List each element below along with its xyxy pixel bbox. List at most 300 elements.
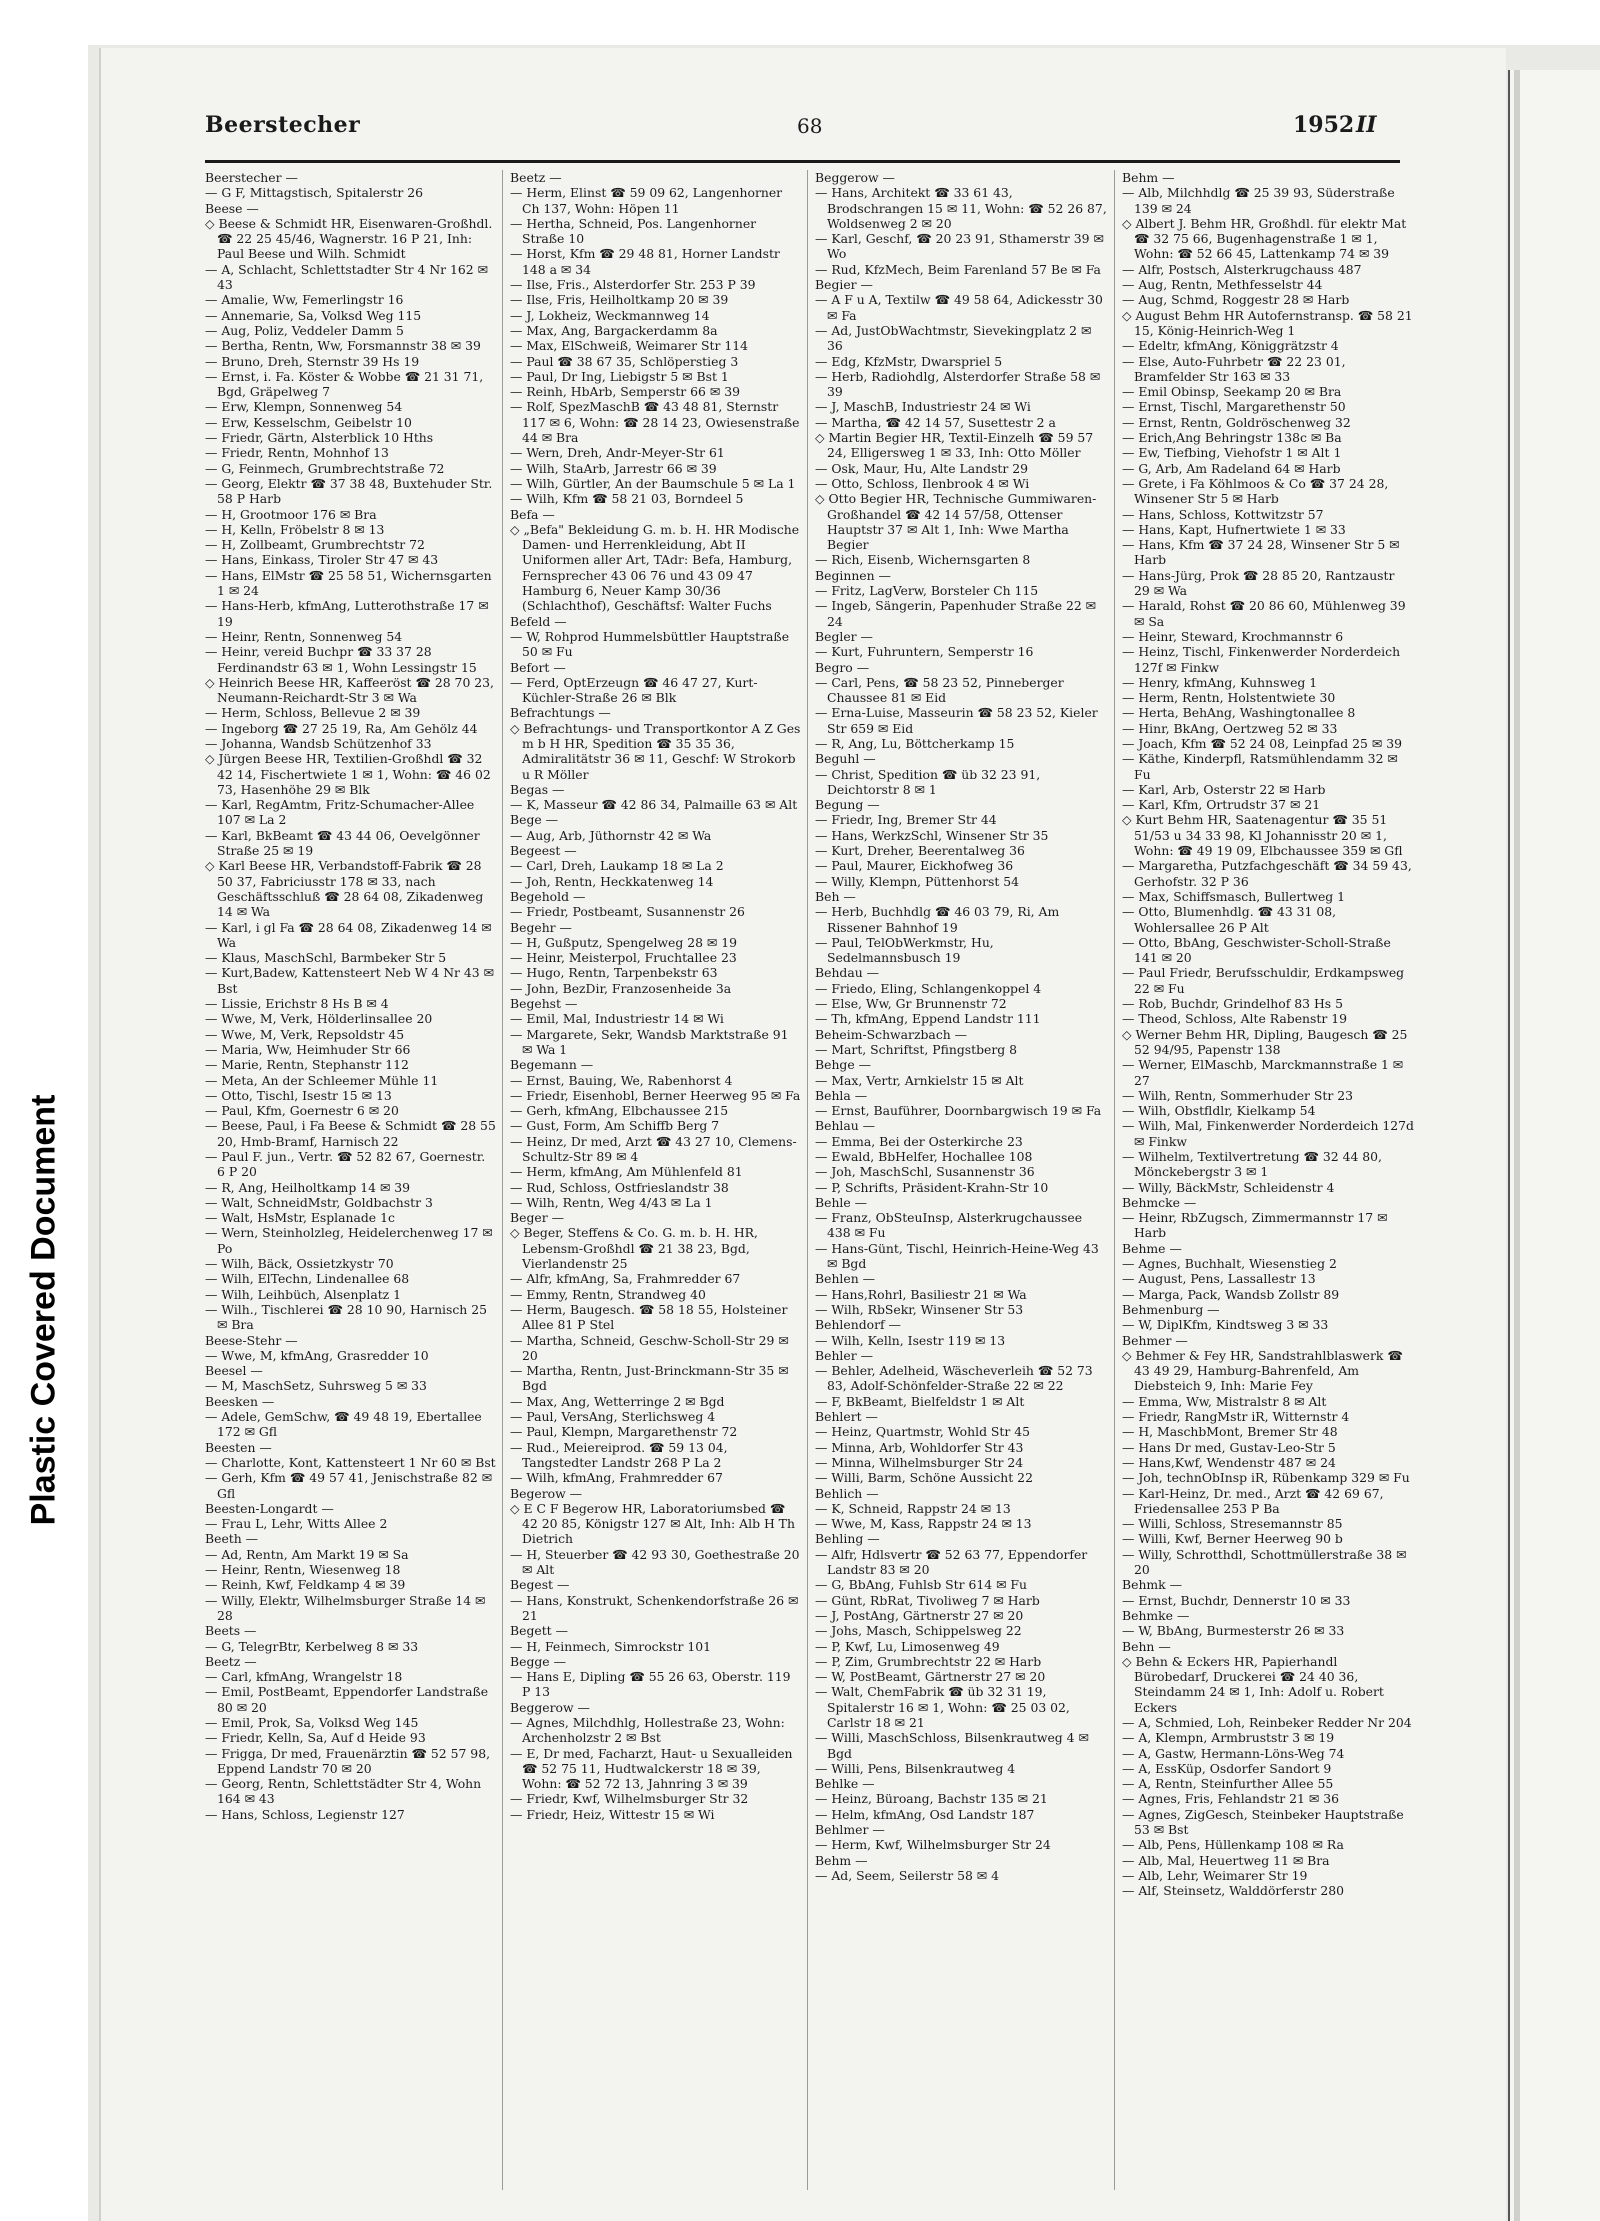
column-3 xyxy=(815,170,1107,2190)
directory-entry: — H, Steuerber ☎ 42 93 30, Goethestraße 20 ✉ Alt xyxy=(510,1546,800,1578)
directory-entry: — Friedr, Heiz, Wittestr 15 ✉ Wi xyxy=(510,1806,715,1822)
directory-entry: — G, Feinmech, Grumbrechtstraße 72 xyxy=(205,460,445,476)
directory-entry: — Wilh, Obstfldlr, Kielkamp 54 xyxy=(1122,1103,1316,1119)
directory-entry: — Willi, Pens, Bilsenkrautweg 4 xyxy=(815,1760,1016,1776)
directory-entry: — Walt, SchneidMstr, Goldbachstr 3 xyxy=(205,1194,433,1210)
directory-entry: — Gerh, Kfm ☎ 49 57 41, Jenischstraße 82 ✉ Gfl xyxy=(205,1470,493,1501)
directory-entry: — F, BkBeamt, Bielfeldstr 1 ✉ Alt xyxy=(815,1393,1025,1409)
directory-entry: ◇ Beese & Schmidt HR, Eisenwaren-Großhdl. ☎ 22 25 45/46, Wagnerstr. 16 P 21, Inh: Paul Beese und Wilh. Schmidt xyxy=(205,215,493,262)
directory-entry: — W, Rohprod Hummelsbüttler Hauptstraße 50 ✉ Fu xyxy=(510,628,790,660)
directory-entry: — Charlotte, Kont, Kattensteert 1 Nr 60 ✉ Bst xyxy=(205,1454,496,1470)
directory-entry: ◇ Otto Begier HR, Technische Gummiwaren-Großhandel ☎ 42 14 57/58, Ottenser Hauptstr 37 ✉ Alt 1, Inh: Wwe Martha Begier xyxy=(815,491,1097,553)
directory-entry: — P, Kwf, Lu, Limosenweg 49 xyxy=(815,1638,1000,1654)
header-rule xyxy=(205,160,1400,163)
directory-entry: — Minna, Arb, Wohldorfer Str 43 xyxy=(815,1439,1024,1455)
directory-entry: Begro — xyxy=(815,659,870,675)
directory-entry: Begung — xyxy=(815,797,880,813)
directory-entry: — Gust, Form, Am Schiffb Berg 7 xyxy=(510,1118,720,1134)
directory-entry: — Heinr, RbZugsch, Zimmermannstr 17 ✉ Harb xyxy=(1122,1210,1388,1241)
directory-entry: — Heinr, Rentn, Wiesenweg 18 xyxy=(205,1562,401,1578)
directory-entry: — Wwe, M, Verk, Hölderlinsallee 20 xyxy=(205,1011,433,1027)
directory-entry: — Ad, JustObWachtmstr, Sievekingplatz 2 ✉ 36 xyxy=(815,322,1092,354)
directory-entry: — Wilh, Kelln, Isestr 119 ✉ 13 xyxy=(815,1332,1006,1348)
directory-entry: ◇ Heinrich Beese HR, Kaffeeröst ☎ 28 70 23, Neumann-Reichardt-Str 3 ✉ Wa xyxy=(205,674,494,706)
directory-entry: Behla — xyxy=(815,1087,868,1103)
directory-entry: Beesten — xyxy=(205,1439,272,1455)
directory-entry: — Friedr, Gärtn, Alsterblick 10 Hths xyxy=(205,430,434,446)
directory-entry: — H, MaschbMont, Bremer Str 48 xyxy=(1122,1424,1338,1440)
directory-entry: — Joh, technObInsp iR, Rübenkamp 329 ✉ Fu xyxy=(1122,1470,1410,1486)
directory-entry: Beger — xyxy=(510,1210,564,1226)
directory-entry: — Wilh, Gürtler, An der Baumschule 5 ✉ La 1 xyxy=(510,475,796,491)
directory-entry: Begehst — xyxy=(510,996,578,1012)
directory-entry: — Hans-Günt, Tischl, Heinrich-Heine-Weg 43 ✉ Bgd xyxy=(815,1240,1099,1272)
directory-entry: — Agnes, Buchhalt, Wiesenstieg 2 xyxy=(1122,1256,1337,1272)
directory-entry: Behm — xyxy=(815,1852,868,1868)
directory-entry: — Walt, HsMstr, Esplanade 1c xyxy=(205,1210,395,1226)
directory-entry: Behmcke — xyxy=(1122,1194,1197,1210)
directory-entry: — Friedr, Eisenhobl, Berner Heerweg 95 ✉ Fa xyxy=(510,1087,801,1103)
directory-entry: — Franz, ObSteuInsp, Alsterkrugchaussee 438 ✉ Fu xyxy=(815,1210,1083,1241)
directory-entry: — Paul, VersAng, Sterlichsweg 4 xyxy=(510,1409,716,1425)
directory-entry: — Karl, i gl Fa ☎ 28 64 08, Zikadenweg 14 ✉ Wa xyxy=(205,919,492,950)
directory-entry: — Ew, Tiefbing, Viehofstr 1 ✉ Alt 1 xyxy=(1122,445,1342,461)
directory-entry: — H, Zollbeamt, Grumbrechtstr 72 xyxy=(205,537,425,553)
directory-entry: — Wwe, M, Verk, Repsoldstr 45 xyxy=(205,1026,405,1042)
directory-entry: — Werner, ElMaschb, Marckmannstraße 1 ✉ 27 xyxy=(1122,1057,1404,1088)
directory-entry: — Osk, Maur, Hu, Alte Landstr 29 xyxy=(815,460,1029,476)
directory-entry: Begge — xyxy=(510,1653,566,1669)
directory-entry: — Lissie, Erichstr 8 Hs B ✉ 4 xyxy=(205,996,389,1012)
directory-entry: — Horst, Kfm ☎ 29 48 81, Horner Landstr 148 a ✉ 34 xyxy=(510,246,780,277)
directory-entry: — Frau L, Lehr, Witts Allee 2 xyxy=(205,1516,388,1532)
column-4 xyxy=(1122,170,1414,2190)
directory-entry: — Willi, MaschSchloss, Bilsenkrautweg 4 ✉ Bgd xyxy=(815,1730,1089,1761)
directory-entry: — Wilh, StaArb, Jarrestr 66 ✉ 39 xyxy=(510,460,717,476)
directory-entry: Behler — xyxy=(815,1347,873,1363)
directory-entry: Behm — xyxy=(1122,170,1175,185)
directory-entry: — Emil, Prok, Sa, Volksd Weg 145 xyxy=(205,1714,419,1730)
directory-entry: — Johs, Masch, Schippelsweg 22 xyxy=(815,1623,1022,1639)
directory-entry: — Friedr, Rentn, Mohnhof 13 xyxy=(205,445,389,461)
directory-entry: Behle — xyxy=(815,1194,868,1210)
directory-entry: — Rich, Eisenb, Wichernsgarten 8 xyxy=(815,552,1031,568)
directory-entry: — A, EssKüp, Osdorfer Sandort 9 xyxy=(1122,1760,1332,1776)
column-divider xyxy=(807,170,808,2190)
directory-entry: — Wilh, Kfm ☎ 58 21 03, Borndeel 5 xyxy=(510,491,744,507)
directory-entry: — Wilh., Tischlerei ☎ 28 10 90, Harnisch 25 ✉ Bra xyxy=(205,1301,487,1333)
directory-entry: Behlmer — xyxy=(815,1822,885,1838)
directory-entry: — Wilh, Mal, Finkenwerder Norderdeich 127d ✉ Finkw xyxy=(1122,1118,1414,1149)
directory-entry: Beese — xyxy=(205,200,259,216)
directory-entry: Behge — xyxy=(815,1057,872,1073)
directory-entry: — H, Feinmech, Simrockstr 101 xyxy=(510,1638,711,1654)
directory-entry: — W, PostBeamt, Gärtnerstr 27 ✉ 20 xyxy=(815,1669,1046,1685)
directory-entry: — Ernst, Rentn, Goldröschenweg 32 xyxy=(1122,414,1351,430)
directory-entry: Begerow — xyxy=(510,1485,583,1501)
directory-entry: — Günt, RbRat, Tivoliweg 7 ✉ Harb xyxy=(815,1592,1040,1608)
directory-entry: — Friedr, RangMstr iR, Witternstr 4 xyxy=(1122,1409,1350,1425)
directory-entry: — Alfr, Postsch, Alsterkrugchauss 487 xyxy=(1122,261,1362,277)
directory-entry: — H, Grootmoor 176 ✉ Bra xyxy=(205,506,377,522)
directory-entry: Behmenburg — xyxy=(1122,1301,1220,1317)
directory-entry: — Aug, Poliz, Veddeler Damm 5 xyxy=(205,322,404,338)
directory-entry: — Max, Vertr, Arnkielstr 15 ✉ Alt xyxy=(815,1072,1024,1088)
directory-entry: — Willi, Kwf, Berner Heerweg 90 b xyxy=(1122,1531,1343,1547)
directory-entry: — Rud, KfzMech, Beim Farenland 57 Be ✉ Fa xyxy=(815,261,1101,277)
directory-entry: — Emil, PostBeamt, Eppendorfer Landstraße 80 ✉ 20 xyxy=(205,1684,489,1715)
directory-entry: — Paul F. jun., Vertr. ☎ 52 82 67, Goernestr. 6 P 20 xyxy=(205,1149,486,1180)
directory-entry: — Ernst, Bauing, We, Rabenhorst 4 xyxy=(510,1072,733,1088)
directory-entry: — Alb, Pens, Hüllenkamp 108 ✉ Ra xyxy=(1122,1837,1344,1853)
directory-entry: — Wilh, Leihbüch, Alsenplatz 1 xyxy=(205,1286,402,1302)
directory-entry: — Marga, Pack, Wandsb Zollstr 89 xyxy=(1122,1286,1340,1302)
directory-entry: ◇ Werner Behm HR, Dipling, Baugesch ☎ 25 52 94/95, Papenstr 138 xyxy=(1122,1026,1408,1057)
directory-entry: ◇ „Befa" Bekleidung G. m. b. H. HR Modische Damen- und Herrenkleidung, Abt II Uniformen aller Art, TAdr: Befa, Hamburg, Fernsprecher 43 06 76 und 43 09 47 Hamburg 6, Neuer Kamp 30/36 (Schlachthof), Geschäftsf: Walter Fuchs xyxy=(510,521,800,614)
directory-entry: — Max, Schiffsmasch, Bullertweg 1 xyxy=(1122,888,1346,904)
directory-entry: — Heinz, Büroang, Bachstr 135 ✉ 21 xyxy=(815,1791,1048,1807)
directory-entry: Beggerow — xyxy=(815,170,895,185)
directory-entry: Begler — xyxy=(815,628,873,644)
directory-entry: — Emmy, Rentn, Strandweg 40 xyxy=(510,1286,706,1302)
directory-entry: — Käthe, Kinderpfl, Ratsmühlendamm 32 ✉ Fu xyxy=(1122,751,1398,782)
directory-entry: — Karl, RegAmtm, Fritz-Schumacher-Allee 107 ✉ La 2 xyxy=(205,797,475,828)
directory-entry: Behlen — xyxy=(815,1271,876,1287)
directory-entry: — Wwe, M, Kass, Rappstr 24 ✉ 13 xyxy=(815,1516,1032,1532)
directory-entry: — Amalie, Ww, Femerlingstr 16 xyxy=(205,292,404,308)
directory-entry: — Ernst, Bauführer, Doornbargwisch 19 ✉ Fa xyxy=(815,1103,1102,1119)
directory-entry: — Wern, Steinholzleg, Heidelerchenweg 17 ✉ Po xyxy=(205,1225,493,1256)
directory-entry: — Ernst, Buchdr, Dennerstr 10 ✉ 33 xyxy=(1122,1592,1351,1608)
directory-entry: — Wilh, kfmAng, Frahmredder 67 xyxy=(510,1470,723,1486)
sidebar xyxy=(0,0,88,2221)
directory-entry: Behling — xyxy=(815,1531,880,1547)
directory-entry: — Kurt, Fuhruntern, Semperstr 16 xyxy=(815,644,1034,660)
directory-entry: — Adele, GemSchw, ☎ 49 48 19, Ebertallee 172 ✉ Gfl xyxy=(205,1409,482,1440)
directory-entry: Behlich — xyxy=(815,1485,879,1501)
directory-entry: — Heinr, Meisterpol, Fruchtallee 23 xyxy=(510,950,737,966)
directory-entry: — Aug, Schmd, Roggestr 28 ✉ Harb xyxy=(1122,292,1350,308)
directory-entry: — Martha, Rentn, Just-Brinckmann-Str 35 ✉ Bgd xyxy=(510,1363,789,1394)
directory-entry: — Paul, Kfm, Goernestr 6 ✉ 20 xyxy=(205,1103,399,1119)
directory-entry: Behmer — xyxy=(1122,1332,1188,1348)
directory-entry: — Willy, Schrotthdl, Schottmüllerstraße 38 ✉ 20 xyxy=(1122,1546,1407,1578)
directory-entry: — Otto, Schloss, Ilenbrook 4 ✉ Wi xyxy=(815,475,1030,491)
directory-entry: Beesten-Longardt — xyxy=(205,1500,334,1516)
directory-entry: — Hans, Schloss, Legienstr 127 xyxy=(205,1806,405,1822)
directory-entry: — Herm, Baugesch. ☎ 58 18 55, Holsteiner Allee 81 P Stel xyxy=(510,1301,788,1333)
directory-entry: — G F, Mittagstisch, Spitalerstr 26 xyxy=(205,185,424,201)
directory-entry: — A F u A, Textilw ☎ 49 58 64, Adickesstr 30 ✉ Fa xyxy=(815,292,1103,323)
directory-entry: — H, Kelln, Fröbelstr 8 ✉ 13 xyxy=(205,521,385,537)
directory-entry: — H, Gußputz, Spengelweg 28 ✉ 19 xyxy=(510,934,738,950)
next-page-edge xyxy=(1508,70,1600,2221)
directory-entry: — Max, ElSchweiß, Weimarer Str 114 xyxy=(510,338,748,354)
directory-entry: — W, DiplKfm, Kindtsweg 3 ✉ 33 xyxy=(1122,1317,1329,1333)
directory-entry: — A, Schlacht, Schlettstadter Str 4 Nr 162 ✉ 43 xyxy=(205,261,489,293)
column-divider xyxy=(502,170,503,2190)
directory-entry: — Rud., Meiereiprod. ☎ 59 13 04, Tangstedter Landstr 268 P La 2 xyxy=(510,1439,728,1470)
directory-entry: — Wilh, Bäck, Ossietzkystr 70 xyxy=(205,1256,394,1272)
directory-entry: — E, Dr med, Facharzt, Haut- u Sexualleiden ☎ 52 75 11, Hudtwalckerstr 18 ✉ 39, Wohn: ☎ 52 72 13, Jahnring 3 ✉ 39 xyxy=(510,1745,793,1792)
directory-entry: — Willi, Schloss, Stresemannstr 85 xyxy=(1122,1516,1343,1532)
directory-entry: — Karl, BkBeamt ☎ 43 44 06, Oevelgönner Straße 25 ✉ 19 xyxy=(205,827,480,859)
directory-entry: Befeld — xyxy=(510,613,567,629)
directory-entry: — Marie, Rentn, Stephanstr 112 xyxy=(205,1057,409,1073)
directory-entry: — Otto, Blumenhdlg. ☎ 43 31 08, Wohlersallee 26 P Alt xyxy=(1122,904,1337,935)
column-2 xyxy=(510,170,802,2190)
directory-entry: — Herb, Buchhdlg ☎ 46 03 79, Ri, Am Rissener Bahnhof 19 xyxy=(815,904,1060,935)
directory-entry: Begehold — xyxy=(510,888,586,904)
directory-entry: — Hans, ElMstr ☎ 25 58 51, Wichernsgarten 1 ✉ 24 xyxy=(205,567,492,599)
directory-entry: — Edeltr, kfmAng, Königgrätzstr 4 xyxy=(1122,338,1339,354)
directory-entry: — J, PostAng, Gärtnerstr 27 ✉ 20 xyxy=(815,1607,1024,1623)
directory-entry: — Behler, Adelheid, Wäscheverleih ☎ 52 73 83, Adolf-Schönfelder-Straße 22 ✉ 22 xyxy=(815,1363,1093,1394)
directory-entry: — Beese, Paul, i Fa Beese & Schmidt ☎ 28 55 20, Hmb-Bramf, Harnisch 22 xyxy=(205,1118,496,1149)
directory-entry: Behlert — xyxy=(815,1409,878,1425)
directory-entry: — Erw, Kesselschm, Geibelstr 10 xyxy=(205,414,412,430)
directory-entry: — Hans,Kwf, Wendenstr 487 ✉ 24 xyxy=(1122,1454,1336,1470)
directory-entry: ◇ Befrachtungs- und Transportkontor A Z Ges m b H HR, Spedition ☎ 35 35 36, Admiralitätstr 36 ✉ 11, Geschf: W Strokorb u R Möller xyxy=(510,720,801,782)
directory-entry: — Hans, WerkzSchl, Winsener Str 35 xyxy=(815,827,1049,843)
directory-entry: — Carl, Dreh, Laukamp 18 ✉ La 2 xyxy=(510,858,724,874)
directory-entry: — G, BbAng, Fuhlsb Str 614 ✉ Fu xyxy=(815,1577,1028,1593)
directory-entry: ◇ Martin Begier HR, Textil-Einzelh ☎ 59 57 24, Elligersweg 1 ✉ 33, Inh: Otto Möller xyxy=(815,430,1094,461)
directory-entry: — Aug, Rentn, Methfesselstr 44 xyxy=(1122,277,1323,293)
directory-entry: — Ilse, Fris., Alsterdorfer Str. 253 P 39 xyxy=(510,277,756,293)
directory-entry: — J, MaschB, Industriestr 24 ✉ Wi xyxy=(815,399,1031,415)
directory-entry: Beesel — xyxy=(205,1363,263,1379)
directory-entry: — Heinz, Dr med, Arzt ☎ 43 27 10, Clemens-Schultz-Str 89 ✉ 4 xyxy=(510,1133,797,1164)
directory-entry: — Else, Auto-Fuhrbetr ☎ 22 23 01, Bramfelder Str 163 ✉ 33 xyxy=(1122,353,1346,384)
directory-entry: — Hugo, Rentn, Tarpenbekstr 63 xyxy=(510,965,718,981)
directory-entry: — John, BezDir, Franzosenheide 3a xyxy=(510,980,732,996)
directory-entry: Beets — xyxy=(205,1623,257,1639)
directory-entry: — Emil, Mal, Industriestr 14 ✉ Wi xyxy=(510,1011,724,1027)
directory-entry: — Karl, Kfm, Ortrudstr 37 ✉ 21 xyxy=(1122,797,1321,813)
directory-entry: — Helm, kfmAng, Osd Landstr 187 xyxy=(815,1806,1035,1822)
directory-entry: — Hans, Architekt ☎ 33 61 43, Brodschrangen 15 ✉ 11, Wohn: ☎ 52 26 87, Woldsenweg 2 ✉ 20 xyxy=(815,185,1107,231)
directory-entry: Behmk — xyxy=(1122,1577,1183,1593)
directory-entry: — Willy, Elektr, Wilhelmsburger Straße 14 ✉ 28 xyxy=(205,1592,486,1623)
directory-entry: — Friedr, Ing, Bremer Str 44 xyxy=(815,812,997,828)
directory-entry: Beginnen — xyxy=(815,567,891,583)
directory-entry: — Hinr, BkAng, Oertzweg 52 ✉ 33 xyxy=(1122,720,1338,736)
directory-entry: — Annemarie, Sa, Volksd Weg 115 xyxy=(205,307,422,323)
directory-entry: — K, Schneid, Rappstr 24 ✉ 13 xyxy=(815,1500,1011,1516)
column-1 xyxy=(205,170,497,2190)
directory-entry: — P, Zim, Grumbrechtstr 22 ✉ Harb xyxy=(815,1653,1042,1669)
directory-entry: — Reinh, HbArb, Semperstr 66 ✉ 39 xyxy=(510,384,740,400)
directory-entry: — Ferd, OptErzeugn ☎ 46 47 27, Kurt-Küchler-Straße 26 ✉ Blk xyxy=(510,674,758,706)
directory-entry: — Wilh, Rentn, Sommerhuder Str 23 xyxy=(1122,1087,1353,1103)
directory-entry: — Paul, Dr Ing, Liebigstr 5 ✉ Bst 1 xyxy=(510,368,729,384)
directory-entry: — Wilh, RbSekr, Winsener Str 53 xyxy=(815,1301,1024,1317)
directory-entry: — Hertha, Schneid, Pos. Langenhorner Straße 10 xyxy=(510,215,757,247)
directory-entry: Befort — xyxy=(510,659,566,675)
directory-entry: — M, MaschSetz, Suhrsweg 5 ✉ 33 xyxy=(205,1378,427,1394)
directory-entry: — Carl, Pens, ☎ 58 23 52, Pinneberger Chaussee 81 ✉ Eid xyxy=(815,674,1064,706)
directory-entry: Beetz — xyxy=(510,170,562,185)
directory-entry: — Heinz, Quartmstr, Wohld Str 45 xyxy=(815,1424,1031,1440)
directory-entry: — Herm, Schloss, Bellevue 2 ✉ 39 xyxy=(205,705,421,721)
directory-entry: — Kurt, Dreher, Beerentalweg 36 xyxy=(815,843,1025,859)
page-header xyxy=(205,106,1405,154)
directory-entry: ◇ August Behm HR Autofernstransp. ☎ 58 21 15, König-Heinrich-Weg 1 xyxy=(1122,307,1413,338)
directory-entry: — Ad, Rentn, Am Markt 19 ✉ Sa xyxy=(205,1546,409,1562)
directory-entry: Beheim-Schwarzbach — xyxy=(815,1026,968,1042)
directory-entry: Begas — xyxy=(510,781,565,797)
directory-entry: Behn — xyxy=(1122,1638,1171,1654)
directory-entry: — R, Ang, Heilholtkamp 14 ✉ 39 xyxy=(205,1179,411,1195)
directory-entry: — Agnes, ZigGesch, Steinbeker Hauptstraße 53 ✉ Bst xyxy=(1122,1806,1404,1838)
directory-entry: Begemann — xyxy=(510,1057,594,1073)
directory-entry: — Wilh, Rentn, Weg 4/43 ✉ La 1 xyxy=(510,1194,713,1210)
directory-entry: Begest — xyxy=(510,1577,570,1593)
directory-entry: — Karl, Geschf, ☎ 20 23 91, Sthamerstr 39 ✉ Wo xyxy=(815,231,1104,262)
directory-entry: — Hans Dr med, Gustav-Leo-Str 5 xyxy=(1122,1439,1336,1455)
directory-entry: — Otto, BbAng, Geschwister-Scholl-Straße 141 ✉ 20 xyxy=(1122,934,1391,966)
directory-entry: — Hans-Jürg, Prok ☎ 28 85 20, Rantzaustr 29 ✉ Wa xyxy=(1122,567,1395,599)
directory-entry: — Emma, Ww, Mistralstr 8 ✉ Alt xyxy=(1122,1393,1327,1409)
directory-entry: — Max, Ang, Wetterringe 2 ✉ Bgd xyxy=(510,1393,725,1409)
directory-entry: — Ernst, Tischl, Margarethenstr 50 xyxy=(1122,399,1346,415)
directory-entry: — Alb, Milchhdlg ☎ 25 39 93, Süderstraße 139 ✉ 24 xyxy=(1122,185,1395,216)
directory-entry: — Friedr, Kelln, Sa, Auf d Heide 93 xyxy=(205,1730,426,1746)
directory-entry: — Paul, Klempn, Margarethenstr 72 xyxy=(510,1424,738,1440)
directory-entry: — G, TelegrBtr, Kerbelweg 8 ✉ 33 xyxy=(205,1638,419,1654)
directory-entry: — Ingeb, Sängerin, Papenhuder Straße 22 ✉ 24 xyxy=(815,598,1097,629)
directory-entry: — Erna-Luise, Masseurin ☎ 58 23 52, Kieler Str 659 ✉ Eid xyxy=(815,705,1098,736)
directory-entry: — Hans, Konstrukt, Schenkendorfstraße 26 ✉ 21 xyxy=(510,1592,799,1623)
directory-entry: — Bruno, Dreh, Sternstr 39 Hs 19 xyxy=(205,353,420,369)
directory-entry: — Emma, Bei der Osterkirche 23 xyxy=(815,1133,1023,1149)
directory-entry: — Rud, Schloss, Ostfrieslandstr 38 xyxy=(510,1179,729,1195)
directory-entry: — Erich,Ang Behringstr 138c ✉ Ba xyxy=(1122,430,1342,446)
directory-entry: — Ilse, Fris, Heilholtkamp 20 ✉ 39 xyxy=(510,292,729,308)
directory-entry: — Martha, ☎ 42 14 57, Susettestr 2 a xyxy=(815,414,1056,430)
directory-entry: — Grete, i Fa Köhlmoos & Co ☎ 37 24 28, Winsener Str 5 ✉ Harb xyxy=(1122,475,1389,507)
directory-entry: ◇ Behmer & Fey HR, Sandstrahlblaswerk ☎ 43 49 29, Hamburg-Bahrenfeld, Am Diebsteich 9, Inh: Marie Fey xyxy=(1122,1347,1403,1394)
directory-entry: — Maria, Ww, Heimhuder Str 66 xyxy=(205,1041,411,1057)
directory-entry: — G, Arb, Am Radeland 64 ✉ Harb xyxy=(1122,460,1341,476)
directory-entry: — Georg, Elektr ☎ 37 38 48, Buxtehuder Str. 58 P Harb xyxy=(205,475,493,507)
directory-entry: — Hans, Schloss, Kottwitzstr 57 xyxy=(1122,506,1324,522)
part-label: II xyxy=(1356,112,1377,138)
directory-entry: — Alb, Mal, Heuertweg 11 ✉ Bra xyxy=(1122,1852,1330,1868)
directory-entry: Bege — xyxy=(510,812,559,828)
directory-entry: Beetz — xyxy=(205,1653,257,1669)
directory-entry: — Emil Obinsp, Seekamp 20 ✉ Bra xyxy=(1122,384,1342,400)
directory-entry: Beeth — xyxy=(205,1531,259,1547)
directory-entry: Behme — xyxy=(1122,1240,1182,1256)
directory-entry: — Hans-Herb, kfmAng, Lutterothstraße 17 ✉ 19 xyxy=(205,598,489,629)
directory-entry: — P, Schrifts, Präsident-Krahn-Str 10 xyxy=(815,1179,1049,1195)
directory-entry: ◇ Jürgen Beese HR, Textilien-Großhdl ☎ 32 42 14, Fischertwiete 1 ✉ 1, Wohn: ☎ 46 02 73, Hasenhöhe 29 ✉ Blk xyxy=(205,751,491,797)
directory-entry: — Ewald, BbHelfer, Hochallee 108 xyxy=(815,1149,1033,1164)
directory-entry: ◇ E C F Begerow HR, Laboratoriumsbed ☎ 42 20 85, Königstr 127 ✉ Alt, Inh: Alb H Th Dietrich xyxy=(510,1500,795,1547)
directory-entry: ◇ Kurt Behm HR, Saatenagentur ☎ 35 51 51/53 u 34 33 98, Kl Johannisstr 20 ✉ 1, Wohn: ☎ 49 19 09, Elbchaussee 359 ✉ Gfl xyxy=(1122,812,1403,859)
directory-entry: — Willy, BäckMstr, Schleidenstr 4 xyxy=(1122,1179,1335,1195)
directory-entry: — W, BbAng, Burmesterstr 26 ✉ 33 xyxy=(1122,1623,1345,1639)
directory-entry: — Willy, Klempn, Püttenhorst 54 xyxy=(815,873,1020,889)
directory-entry: Befa — xyxy=(510,506,555,522)
directory-entry: — Alb, Lehr, Weimarer Str 19 xyxy=(1122,1867,1308,1883)
directory-entry: — Hans, Kapt, Hufnertwiete 1 ✉ 33 xyxy=(1122,521,1346,537)
directory-entry: — Bertha, Rentn, Ww, Forsmannstr 38 ✉ 39 xyxy=(205,338,481,354)
directory-entry: — A, Schmied, Loh, Reinbeker Redder Nr 204 xyxy=(1122,1714,1412,1730)
directory-entry: — Alf, Steinsetz, Walddörferstr 280 xyxy=(1122,1883,1345,1899)
directory-entry: Beh — xyxy=(815,888,856,904)
directory-entry: — Friedr, Postbeamt, Susannenstr 26 xyxy=(510,904,745,920)
directory-entry: — Friedr, Kwf, Wilhelmsburger Str 32 xyxy=(510,1791,749,1807)
directory-entry: — August, Pens, Lassallestr 13 xyxy=(1122,1271,1316,1287)
directory-entry: — Joach, Kfm ☎ 52 24 08, Leinpfad 25 ✉ 39 xyxy=(1122,735,1402,751)
directory-entry: — Karl-Heinz, Dr. med., Arzt ☎ 42 69 67, Friedensallee 253 P Ba xyxy=(1122,1485,1384,1516)
directory-entry: — Hans E, Dipling ☎ 55 26 63, Oberstr. 119 P 13 xyxy=(510,1669,791,1700)
directory-entry: — Ernst, i. Fa. Köster & Wobbe ☎ 21 31 71, Bgd, Gräpelweg 7 xyxy=(205,368,484,400)
directory-entry: — Paul ☎ 38 67 35, Schlöperstieg 3 xyxy=(510,353,739,369)
sidebar-label: Plastic Covered Document xyxy=(24,1094,63,1526)
directory-entry: — Wilh, ElTechn, Lindenallee 68 xyxy=(205,1271,410,1287)
directory-entry: ◇ Beger, Steffens & Co. G. m. b. H. HR, Lebensm-Großhdl ☎ 21 38 23, Bgd, Vierlandenstr 25 xyxy=(510,1225,758,1272)
directory-entry: — Fritz, LagVerw, Borsteler Ch 115 xyxy=(815,583,1039,599)
directory-entry: — Ad, Seem, Seilerstr 58 ✉ 4 xyxy=(815,1867,999,1883)
directory-entry: — Meta, An der Schleemer Mühle 11 xyxy=(205,1072,439,1088)
directory-entry: — Paul, Maurer, Eickhofweg 36 xyxy=(815,858,1014,874)
directory-entry: — Wilhelm, Textilvertretung ☎ 32 44 80, Mönckebergstr 3 ✉ 1 xyxy=(1122,1149,1382,1180)
directory-entry: — Friedo, Eling, Schlangenkoppel 4 xyxy=(815,980,1042,996)
directory-entry: — Herm, Elinst ☎ 59 09 62, Langenhorner Ch 137, Wohn: Höpen 11 xyxy=(510,185,783,216)
directory-entry: — Wern, Dreh, Andr-Meyer-Str 61 xyxy=(510,445,725,461)
directory-entry: — Martha, Schneid, Geschw-Scholl-Str 29 ✉ 20 xyxy=(510,1332,789,1363)
directory-entry: — Heinr, Rentn, Sonnenweg 54 xyxy=(205,628,403,644)
directory-entry: Beguhl — xyxy=(815,751,876,767)
directory-entry: — J, Lokheiz, Weckmannweg 14 xyxy=(510,307,710,323)
directory-entry: Behlke — xyxy=(815,1776,875,1792)
directory-entry: — Rob, Buchdr, Grindelhof 83 Hs 5 xyxy=(1122,996,1343,1012)
directory-entry: — Herm, Kwf, Wilhelmsburger Str 24 xyxy=(815,1837,1051,1853)
directory-entry: Behdau — xyxy=(815,965,880,981)
directory-entry: — Heinz, Tischl, Finkenwerder Norderdeich 127f ✉ Finkw xyxy=(1122,644,1401,675)
directory-entry: — Klaus, MaschSchl, Barmbeker Str 5 xyxy=(205,950,447,966)
directory-entry: — Max, Ang, Bargackerdamm 8a xyxy=(510,322,718,338)
directory-entry: — Aug, Arb, Jüthornstr 42 ✉ Wa xyxy=(510,827,712,843)
directory-entry: Behlau — xyxy=(815,1118,876,1134)
directory-entry: — Agnes, Milchdhlg, Hollestraße 23, Wohn: Archenholzstr 2 ✉ Bst xyxy=(510,1714,785,1746)
directory-entry: — A, Rentn, Steinfurther Allee 55 xyxy=(1122,1776,1334,1792)
directory-entry: Begier — xyxy=(815,277,873,293)
directory-entry: — Gerh, kfmAng, Elbchaussee 215 xyxy=(510,1103,729,1119)
directory-entry: — Otto, Tischl, Isestr 15 ✉ 13 xyxy=(205,1087,392,1103)
directory-entry: — K, Masseur ☎ 42 86 34, Palmaille 63 ✉ Alt xyxy=(510,797,798,813)
directory-entry: — Rolf, SpezMaschB ☎ 43 48 81, Sternstr 117 ✉ 6, Wohn: ☎ 28 14 23, Owiesenstraße 44 ✉ Bra xyxy=(510,399,800,446)
directory-entry: — Mart, Schriftst, Pfingstberg 8 xyxy=(815,1041,1018,1057)
directory-entry: — Herm, kfmAng, Am Mühlenfeld 81 xyxy=(510,1164,743,1180)
directory-entry: — Frigga, Dr med, Frauenärztin ☎ 52 57 98, Eppend Landstr 70 ✉ 20 xyxy=(205,1745,491,1776)
directory-entry: — Joh, MaschSchl, Susannenstr 36 xyxy=(815,1164,1035,1180)
directory-entry: — R, Ang, Lu, Böttcherkamp 15 xyxy=(815,735,1015,751)
year-label: 1952 xyxy=(1293,112,1355,138)
directory-entry: Begeest — xyxy=(510,843,577,859)
directory-entry: — Hans, Kfm ☎ 37 24 28, Winsener Str 5 ✉ Harb xyxy=(1122,537,1400,568)
directory-entry: — Hans, Einkass, Tiroler Str 47 ✉ 43 xyxy=(205,552,439,568)
directory-entry: Beerstecher — xyxy=(205,170,298,185)
directory-entry: — Edg, KfzMstr, Dwarspriel 5 xyxy=(815,353,1003,369)
directory-entry: Behlendorf — xyxy=(815,1317,901,1333)
directory-entry: — Paul Friedr, Berufsschuldir, Erdkampsweg 22 ✉ Fu xyxy=(1122,965,1405,996)
directory-entry: — Herta, BehAng, Washingtonallee 8 xyxy=(1122,705,1356,721)
